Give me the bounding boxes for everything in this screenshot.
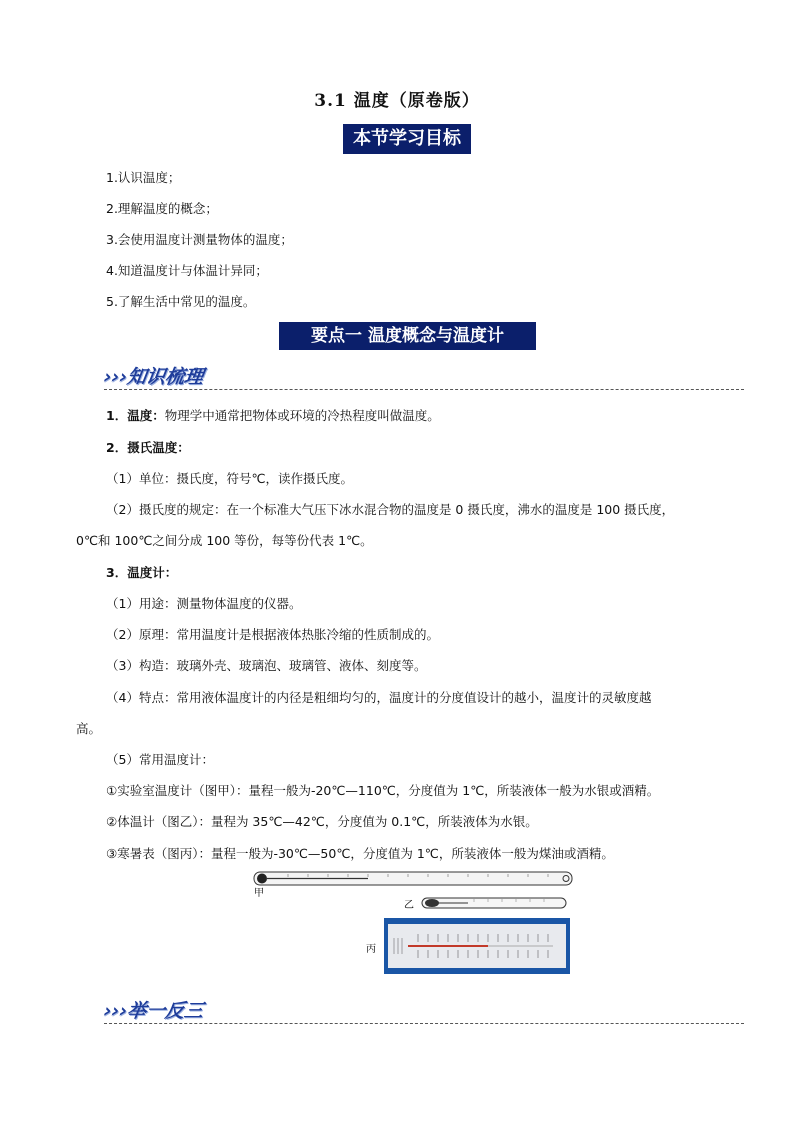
label-jia: 甲 [254,888,264,899]
clinical-thermometer [422,898,566,908]
paragraph: （1）用途：测量物体温度的仪器。 [106,596,302,611]
goals-banner: 本节学习目标 [343,124,471,154]
objective-item: 5.了解生活中常见的温度。 [106,294,256,309]
thermometer-figure [248,868,578,978]
section-label: ›››举一反三 [102,1000,205,1022]
weather-thermometer [384,918,570,974]
item-heading [106,563,177,581]
heading-text: 2．摄氏温度： [106,440,190,455]
paragraph: （2）原理：常用温度计是根据液体热胀冷缩的性质制成的。 [106,627,439,642]
paragraph: （5）常用温度计： [106,752,214,767]
paragraph: （3）构造：玻璃外壳、玻璃泡、玻璃管、液体、刻度等。 [106,658,427,673]
page-title: 3.1 温度（原卷版） [314,91,480,111]
item-heading [106,438,190,456]
dashed-divider [104,389,744,390]
paragraph: 高。 [76,721,102,736]
thermometer-illustration [248,868,578,978]
paragraph: 0℃和 100℃之间分成 100 等份，每等份代表 1℃。 [76,533,373,548]
paragraph: （2）摄氏度的规定：在一个标准大气压下冰水混合物的温度是 0 摄氏度，沸水的温度是 100 摄氏度， [106,502,675,517]
objective-item: 4.知道温度计与体温计异同； [106,263,268,278]
objective-item: 2.理解温度的概念； [106,201,218,216]
paragraph: ③寒暑表（图丙）：量程一般为-30℃—50℃，分度值为 1℃，所装液体一般为煤油或酒精。 [106,846,614,861]
heading-text: 3．温度计： [106,565,178,580]
knowledge-section-header [104,362,744,392]
item-text: 物理学中通常把物体或环境的冷热程度叫做温度。 [164,408,440,423]
label-yi: 乙 [404,900,414,911]
dashed-divider [104,1023,744,1024]
lab-thermometer [254,872,572,885]
paragraph: ①实验室温度计（图甲）：量程一般为-20℃—110℃，分度值为 1℃，所装液体一般为水银或酒精。 [106,783,660,798]
item-heading: 1．温度： [106,408,165,423]
examples-section-header [104,996,744,1026]
objective-item: 3.会使用温度计测量物体的温度； [106,232,293,247]
objective-item: 1.认识温度； [106,170,181,185]
label-bing: 丙 [366,944,376,955]
section-label: ›››知识梳理 [102,366,205,388]
paragraph: （4）特点：常用液体温度计的内径是粗细均匀的，温度计的分度值设计的越小，温度计的灵敏度越 [106,690,652,705]
item-temperature [106,406,440,424]
paragraph: ②体温计（图乙）：量程为 35℃—42℃，分度值为 0.1℃，所装液体为水银。 [106,814,538,829]
key-point-banner: 要点一 温度概念与温度计 [279,322,536,350]
paragraph: （1）单位：摄氏度，符号℃，读作摄氏度。 [106,471,353,486]
